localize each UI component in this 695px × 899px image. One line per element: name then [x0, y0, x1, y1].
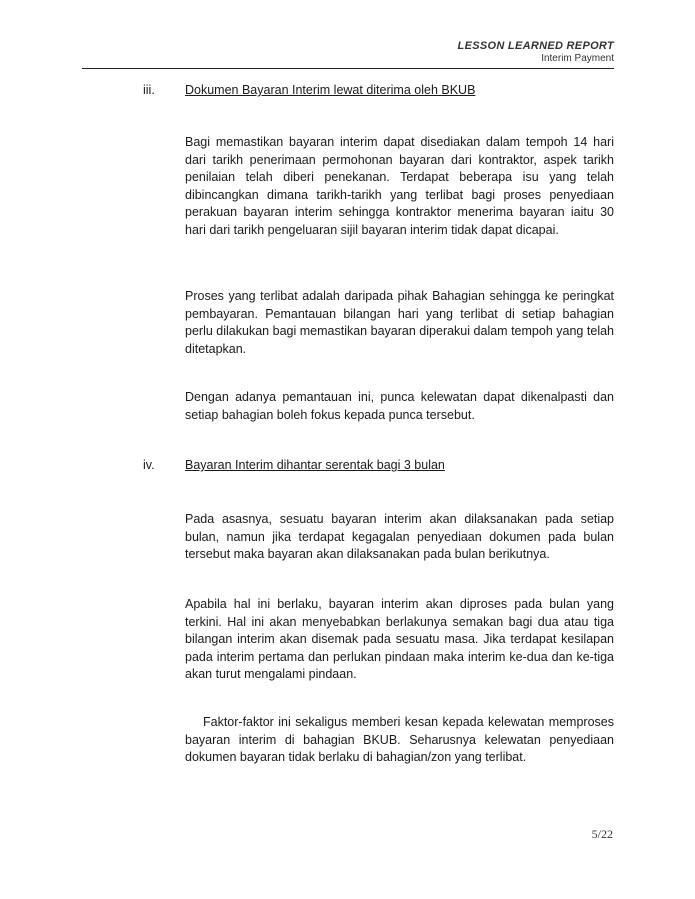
- report-title: LESSON LEARNED REPORT: [457, 40, 614, 52]
- section-title: Bayaran Interim dihantar serentak bagi 3 bulan: [185, 458, 445, 472]
- paragraph: Proses yang terlibat adalah daripada pihak Bahagian sehingga ke peringkat pembayaran. Pemantauan bilangan hari yang terlibat di setiap bahagian perlu dilakukan bagi memastikan bayaran diperakui dalam tempoh yang telah ditetapkan.: [185, 289, 614, 356]
- section-number: iii.: [143, 83, 155, 97]
- paragraph: Faktor-faktor ini sekaligus memberi kesan kepada kelewatan memproses bayaran interim di bahagian BKUB. Seharusnya kelewatan penyediaan dokumen bayaran tidak berlaku di bahagian/zon yang terlibat.: [185, 715, 614, 764]
- section-heading-iv: [143, 458, 445, 472]
- paragraph: Bagi memastikan bayaran interim dapat disediakan dalam tempoh 14 hari dari tarikh penerimaan permohonan bayaran dari kontraktor, aspek tarikh penilaian telah diberi penekanan. Terdapat beberapa isu yang telah dibincangkan dimana tarikh-tarikh yang terlibat bagi proses penyediaan perakuan bayaran interim sehingga kontraktor menerima bayaran iaitu 30 hari dari tarikh pengeluaran sijil bayaran interim tidak dapat dicapai.: [185, 135, 614, 237]
- section-title: Dokumen Bayaran Interim lewat diterima oleh BKUB: [185, 83, 476, 97]
- section-heading-iii: [143, 83, 475, 97]
- section-number: iv.: [143, 458, 155, 472]
- paragraph: Dengan adanya pemantauan ini, punca kelewatan dapat dikenalpasti dan setiap bahagian boleh fokus kepada punca tersebut.: [185, 390, 614, 422]
- report-subtitle: Interim Payment: [541, 53, 614, 64]
- paragraph: Apabila hal ini berlaku, bayaran interim akan diproses pada bulan yang terkini. Hal ini akan menyebabkan berlakunya semakan bagi dua atau tiga bilangan interim akan disemak pada sesuatu masa. Jika terdapat kesilapan pada interim pertama dan perlukan pindaan maka interim ke-dua dan ke-tiga akan turut mengalami pindaan.: [185, 597, 614, 681]
- paragraph: Pada asasnya, sesuatu bayaran interim akan dilaksanakan pada setiap bulan, namun jika terdapat kegagalan penyediaan dokumen pada bulan tersebut maka bayaran akan dilaksanakan pada bulan berikutnya.: [185, 512, 614, 561]
- page-number: 5/22: [591, 827, 613, 841]
- header-divider: [82, 68, 614, 69]
- page-header: [82, 40, 614, 64]
